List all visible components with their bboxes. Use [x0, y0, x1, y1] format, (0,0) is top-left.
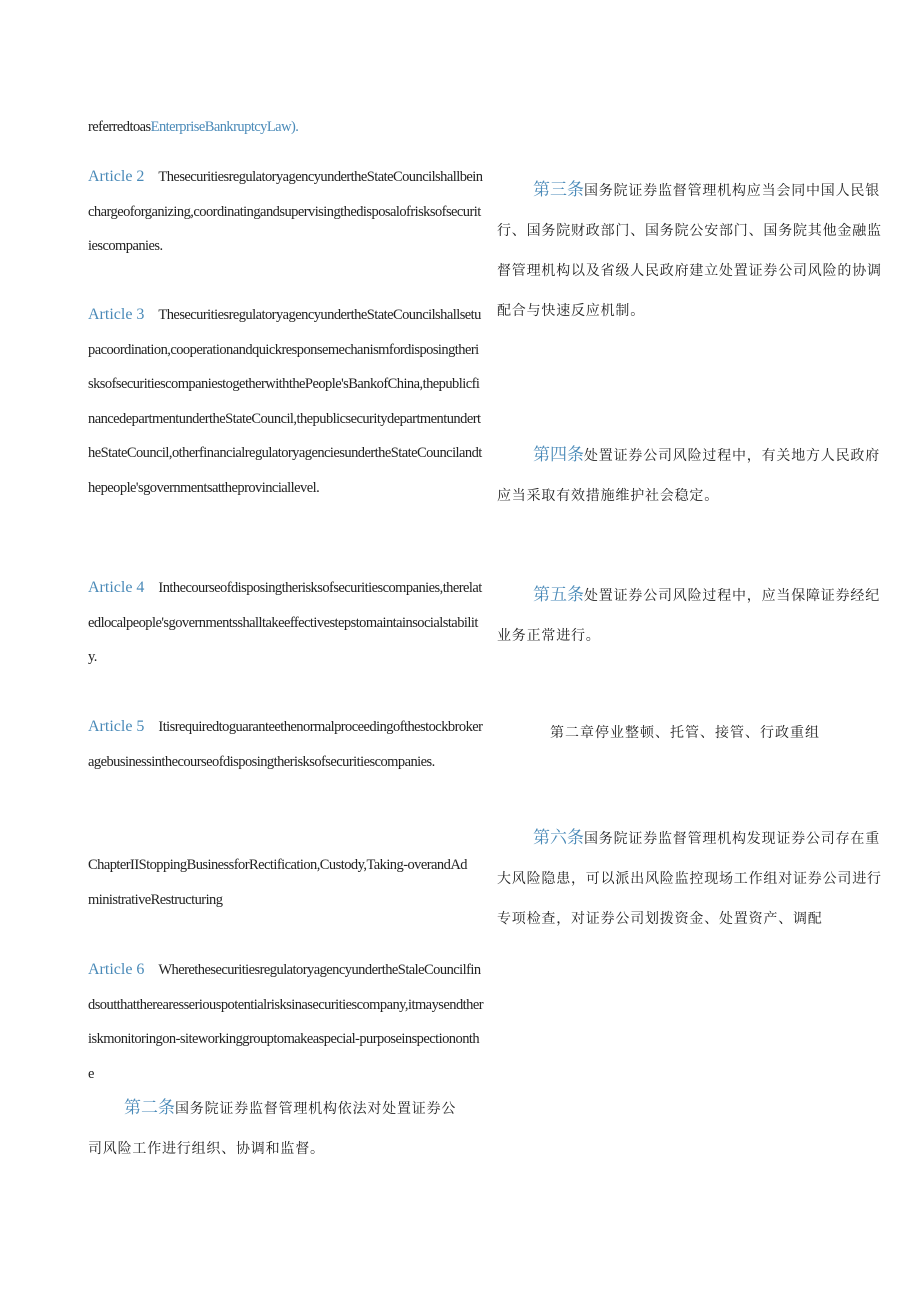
article-text: 国务院证券监督管理机构依法对处置证券公司风险工作进行组织、协调和监督。: [88, 1101, 457, 1157]
article-text: ThesecuritiesregulatoryagencyundertheStateCouncilshallbeinchargeoforganizing,coordinatingandsupervisingthedisposalofrisksofsecuritiescompanies.: [88, 169, 483, 254]
article-label: 第四条: [533, 445, 584, 465]
article-label: Article 3: [88, 306, 145, 323]
article-3-zh: [497, 170, 892, 331]
chapter-heading-zh: 第二章停业整顿、托管、接管、行政重组: [550, 725, 820, 741]
article-label: 第二条: [124, 1098, 175, 1118]
intro-text: referredtoas: [88, 119, 151, 135]
article-6-en: [88, 953, 483, 1091]
article-text: Itisrequiredtoguaranteethenormalproceedingofthestockbrokeragebusinessinthecourseofdisposingtherisksofsecuritiescompanies.: [88, 719, 483, 770]
article-2-en: [88, 160, 483, 264]
article-label: 第三条: [533, 180, 584, 200]
chapter-heading-en: ChapterIIStoppingBusinessforRectification,Custody,Taking-overandAdministrativeRestructuring: [88, 857, 467, 908]
intro-line: [88, 110, 483, 145]
article-text: Inthecourseofdisposingtherisksofsecuritiescompanies,therelatedlocalpeople'sgovernmentsshalltakeeffectivestepstomaintainsocialstability.: [88, 580, 482, 665]
article-text: 处置证券公司风险过程中，有关地方人民政府应当采取有效措施维护社会稳定。: [497, 448, 880, 504]
intro-law-name: EnterpriseBankruptcyLaw).: [150, 119, 299, 135]
article-2-zh: [88, 1088, 458, 1169]
article-label: Article 2: [88, 168, 145, 185]
article-4-zh: [497, 435, 892, 516]
article-3-en: [88, 298, 483, 505]
article-label: 第六条: [533, 828, 584, 848]
article-text: 处置证券公司风险过程中，应当保障证券经纪业务正常进行。: [497, 588, 880, 644]
article-text: 国务院证券监督管理机构发现证券公司存在重大风险隐患，可以派出风险监控现场工作组对证券公司进行专项检查，对证券公司划拨资金、处置资产、调配: [497, 831, 882, 927]
article-label: Article 4: [88, 579, 145, 596]
article-6-zh: [497, 818, 892, 939]
article-text: ThesecuritiesregulatoryagencyundertheStateCouncilshallsetupacoordination,cooperationandquickresponsemechanismfordisposingtherisksofsecuritiescompaniestogetherwiththePeople'sBankofChina,thepublicfinancedepartmentundertheStateCouncil,thepublicsecuritydepartmentundertheStateCouncil,otherfinancialregulatoryagenciesundertheStateCouncilandthepeople'sgovernmentsattheprovinciallevel.: [88, 307, 482, 496]
article-5-en: [88, 710, 483, 779]
article-text: 国务院证券监督管理机构应当会同中国人民银行、国务院财政部门、国务院公安部门、国务院其他金融监督管理机构以及省级人民政府建立处置证券公司风险的协调配合与快速反应机制。: [497, 183, 882, 319]
article-4-en: [88, 571, 483, 675]
article-5-zh: [497, 575, 892, 656]
article-text: WherethesecuritiesregulatoryagencyundertheStaleCouncilfindsoutthattherearesseriouspotentialrisksinasecuritiescompany,itmaysendtheriskmonitoringon-siteworkinggrouptomakeaspecial-purposeinspectiononthe: [88, 962, 483, 1082]
article-label: Article 5: [88, 718, 145, 735]
article-label: Article 6: [88, 961, 145, 978]
article-label: 第五条: [533, 585, 584, 605]
